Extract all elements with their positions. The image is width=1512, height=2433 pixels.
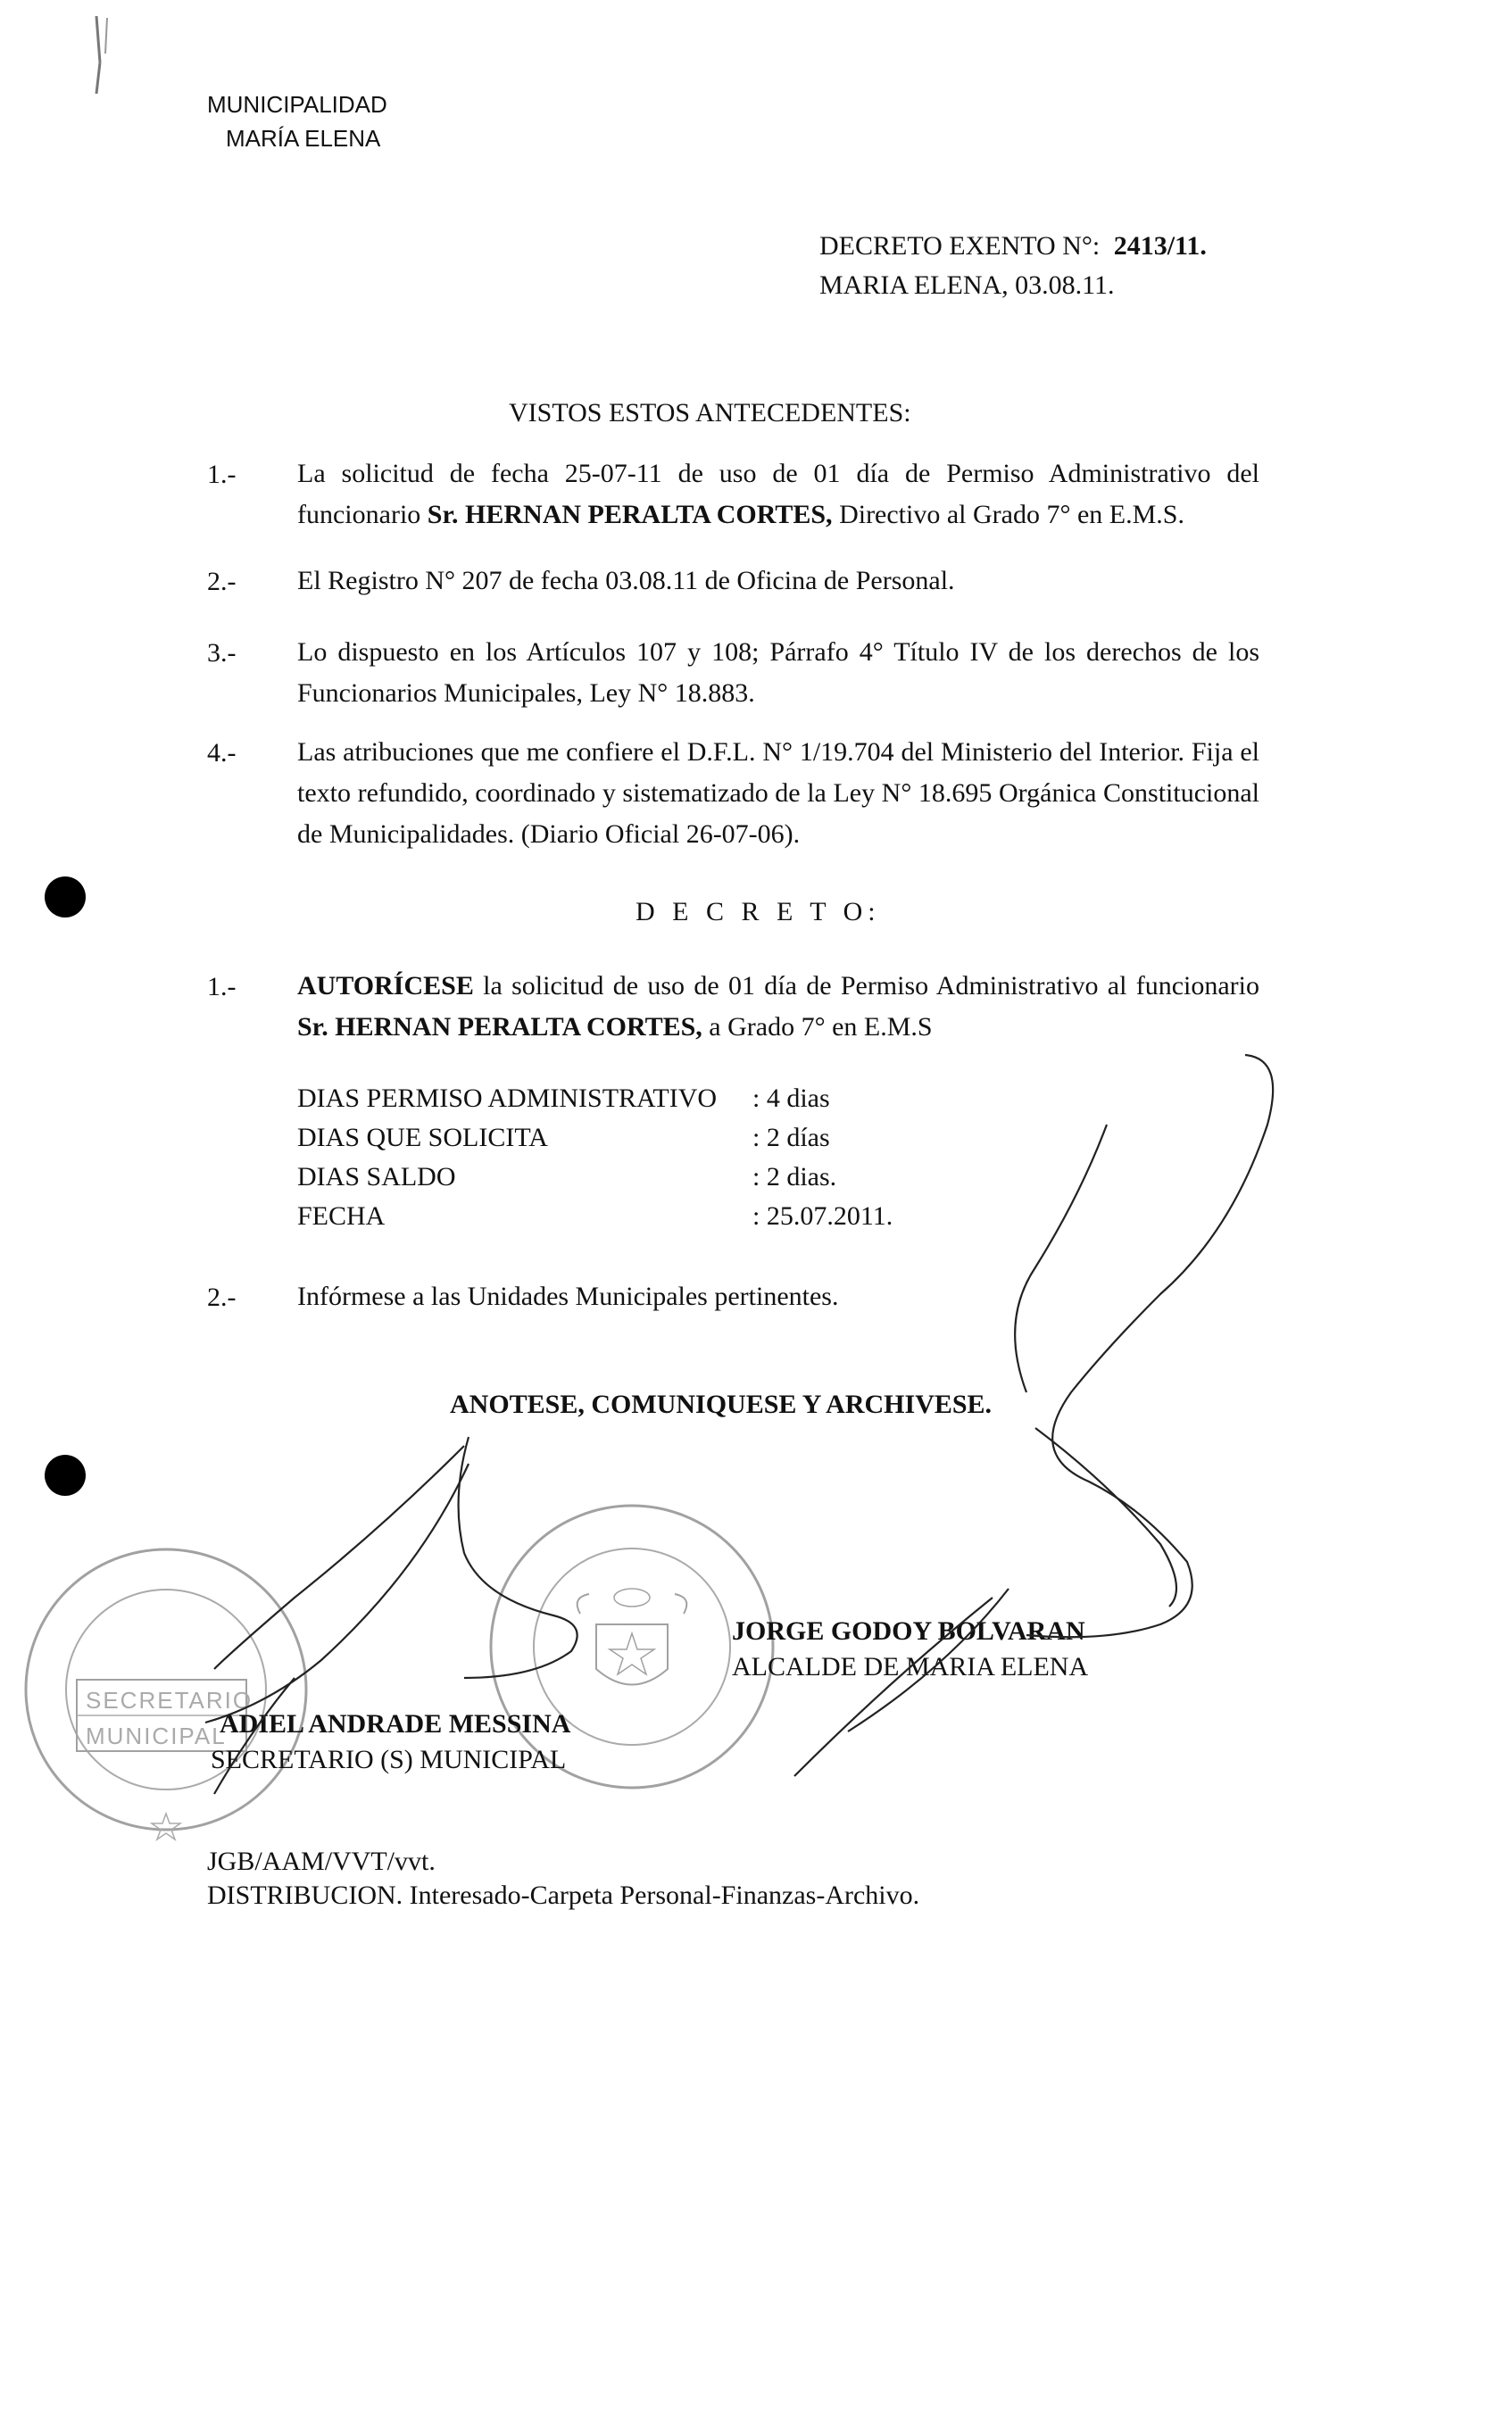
mayor-name: JORGE GODOY BOLVARAN — [732, 1616, 1085, 1646]
svg-text:SECRETARIO: SECRETARIO — [86, 1687, 253, 1714]
footer-distribution: DISTRIBUCION. Interesado-Carpeta Personal-Finanzas-Archivo. — [207, 1881, 920, 1910]
decreto-1-number: 1.- — [207, 972, 237, 1001]
visto-3-text: Lo dispuesto en los Artículos 107 y 108; Párrafo 4° Título IV de los derechos de los Funcionarios Municipales, Ley N° 18.883. — [297, 637, 1259, 708]
footer-initials: JGB/AAM/VVT/vvt. — [207, 1847, 436, 1876]
permit-label: DIAS QUE SOLICITA — [297, 1123, 548, 1152]
mayor-title: ALCALDE DE MARIA ELENA — [732, 1652, 1089, 1682]
permit-value: : 2 días — [752, 1123, 830, 1152]
permit-label: DIAS SALDO — [297, 1162, 456, 1192]
visto-3-number: 3.- — [207, 638, 237, 668]
permit-value: : 25.07.2011. — [752, 1201, 893, 1231]
institution-name: MUNICIPALIDAD — [207, 91, 387, 118]
decreto-2-number: 2.- — [207, 1283, 237, 1312]
permit-value: : 2 dias. — [752, 1162, 837, 1192]
vistos-heading: VISTOS ESTOS ANTECEDENTES: — [509, 398, 911, 428]
visto-2-number: 2.- — [207, 567, 237, 596]
visto-4-number: 4.- — [207, 738, 237, 768]
permit-label: FECHA — [297, 1201, 386, 1231]
decreto-1-employee: Sr. HERNAN PERALTA CORTES, — [297, 1012, 702, 1042]
mayor-signature — [794, 1055, 1273, 1776]
visto-1-number: 1.- — [207, 460, 237, 489]
svg-text:MUNICIPAL: MUNICIPAL — [86, 1723, 227, 1749]
secretary-title: SECRETARIO (S) MUNICIPAL — [211, 1745, 567, 1774]
visto-2-text: El Registro N° 207 de fecha 03.08.11 de Oficina de Personal. — [297, 566, 955, 595]
decree-place-date: MARIA ELENA, 03.08.11. — [819, 270, 1115, 300]
decree-number-value: 2413/11. — [1113, 231, 1207, 261]
visto-1-text-part: La solicitud de fecha 25-07-11 de uso de 01 día de Permiso Administrativo del funcionario — [297, 459, 1259, 529]
visto-1-employee: Sr. HERNAN PERALTA CORTES, — [427, 500, 833, 529]
visto-1-grade: Directivo al Grado 7° en E.M.S. — [832, 500, 1184, 529]
secretary-signature — [205, 1437, 577, 1794]
institution-city: MARÍA ELENA — [226, 125, 381, 152]
closing-statement: ANOTESE, COMUNIQUESE Y ARCHIVESE. — [450, 1390, 993, 1419]
secretary-name: ADIEL ANDRADE MESSINA — [220, 1709, 571, 1739]
decreto-1-grade: a Grado 7° en E.M.S — [702, 1012, 933, 1042]
decreto-1-verb: AUTORÍCESE — [297, 971, 474, 1001]
decreto-2-text: Infórmese a las Unidades Municipales pertinentes. — [297, 1282, 839, 1311]
decree-number-label: DECRETO EXENTO N°: — [819, 231, 1101, 261]
permit-value: : 4 dias — [752, 1084, 830, 1113]
permit-label: DIAS PERMISO ADMINISTRATIVO — [297, 1084, 718, 1113]
decreto-1-text-part: la solicitud de uso de 01 día de Permiso Administrativo al funcionario — [473, 971, 1259, 1001]
decreto-heading: D E C R E T O: — [636, 897, 881, 926]
visto-4-text: Las atribuciones que me confiere el D.F.L. N° 1/19.704 del Ministerio del Interior. Fija el texto refundido, coordinado y sistematizado de la Ley N° 18.695 Orgánica Constitucional de Municipalidades. (Diario Oficial 26-07-06). — [297, 737, 1259, 849]
